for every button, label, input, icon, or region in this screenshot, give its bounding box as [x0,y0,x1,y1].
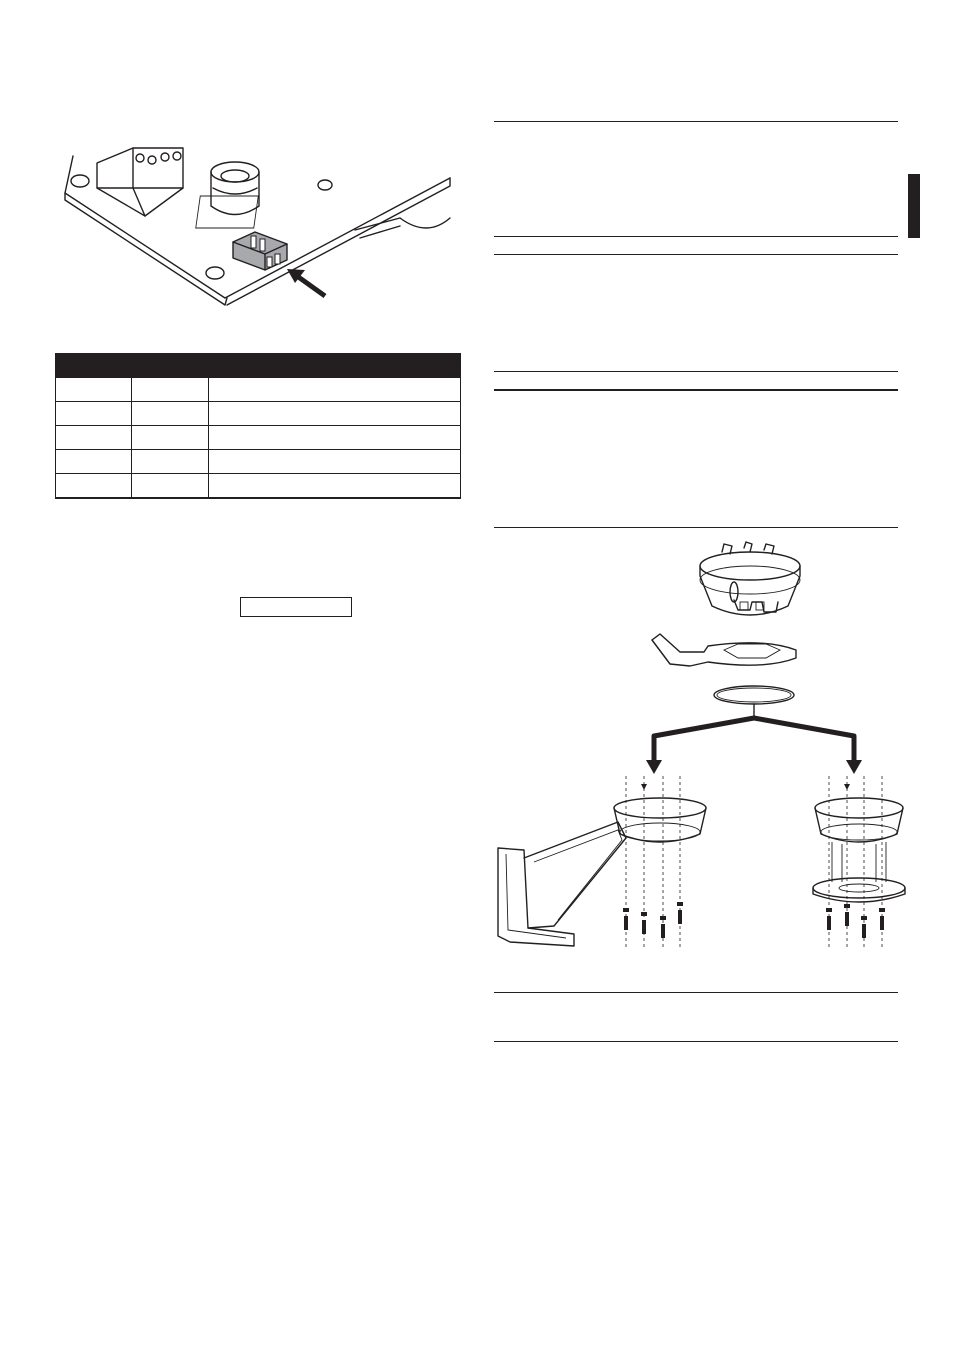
table-cell [209,402,461,426]
arrow-icon [285,266,330,301]
table-cell [132,450,209,474]
section-rule [494,992,898,993]
table-row [56,450,461,474]
table-row [56,402,461,426]
section-rule [494,254,898,255]
table-cell [132,426,209,450]
table-cell [56,378,132,402]
table-cell [132,402,209,426]
table-header-row [56,353,461,378]
section-rule [494,527,898,528]
table-cell [56,450,132,474]
table-cell [56,426,132,450]
table-row [56,474,461,499]
section-rule [494,236,898,237]
table-cell [132,378,209,402]
table-header-cell [56,353,132,378]
table-header-cell [132,353,209,378]
circuit-board-dip-switch-illustration [55,148,455,313]
camera-mount-exploded-diagram [494,540,898,960]
boxed-label [240,597,352,617]
section-rule [494,371,898,372]
table-row [56,426,461,450]
table-cell [56,402,132,426]
section-rule [494,389,898,391]
table-cell [56,474,132,499]
dip-switch-table [55,353,461,499]
section-rule [494,121,898,122]
table-row [56,378,461,402]
table-cell [209,426,461,450]
section-rule [494,1041,898,1042]
language-tab [908,174,920,238]
table-cell [209,378,461,402]
table-cell [209,450,461,474]
table-header-cell [209,353,461,378]
table-cell [132,474,209,499]
table-cell [209,474,461,499]
